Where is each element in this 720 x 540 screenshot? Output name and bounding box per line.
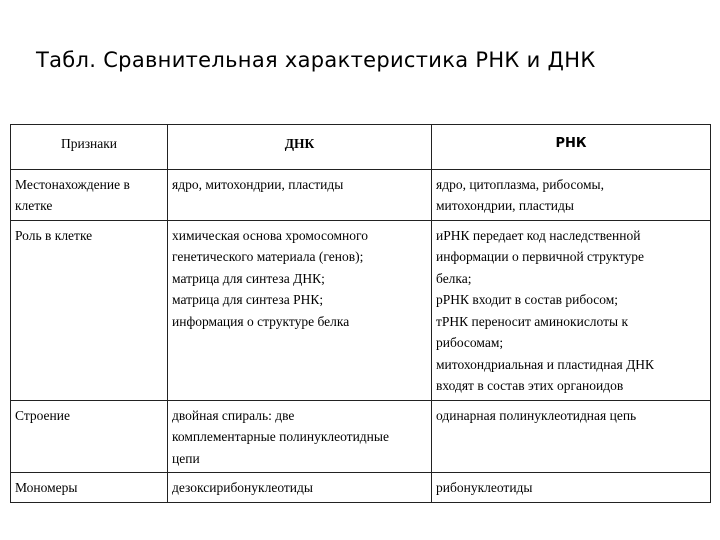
dna-cell — [168, 169, 432, 220]
comparison-table — [10, 124, 711, 503]
table-row — [11, 169, 711, 220]
cell-line: рибосомам; — [436, 335, 504, 350]
cell-line: митохондриальная и пластидная ДНК — [436, 356, 655, 372]
header-dna: ДНК — [168, 125, 432, 170]
cell-line: входят в состав этих органоидов — [436, 378, 624, 393]
header-rna: РНК — [432, 125, 711, 170]
cell-line: комплементарные полинуклеотидные — [172, 429, 389, 444]
cell-line: митохондрии, пластиды — [436, 198, 574, 213]
cell-line: химическая основа хромосомного — [172, 227, 368, 243]
page-title: Табл. Сравнительная характеристика РНК и ДНК — [36, 48, 596, 72]
cell-line: двойная спираль: две — [172, 407, 295, 423]
cell-line: Местонахождение в — [15, 176, 130, 192]
table-row — [11, 473, 711, 503]
cell-line: иРНК передает код наследственной — [436, 227, 641, 243]
feature-cell — [11, 473, 168, 503]
dna-cell — [168, 220, 432, 400]
feature-cell — [11, 400, 168, 473]
table-row — [11, 400, 711, 473]
cell-line: информация о структуре белка — [172, 313, 350, 329]
cell-line: Роль в клетке — [15, 227, 93, 243]
cell-line: информации о первичной структуре — [436, 249, 645, 264]
cell-line: рРНК входит в состав рибосом; — [436, 292, 619, 307]
cell-line: белка; — [436, 270, 472, 286]
dna-cell — [168, 400, 432, 473]
header-row — [11, 125, 711, 170]
cell-line: тРНК переносит аминокислоты к — [436, 313, 629, 329]
rna-cell — [432, 400, 711, 473]
cell-line: Строение — [15, 407, 70, 423]
rna-cell — [432, 473, 711, 503]
dna-cell — [168, 473, 432, 503]
cell-line: ядро, цитоплазма, рибосомы, — [436, 176, 604, 192]
rna-cell — [432, 220, 711, 400]
cell-line: одинарная полинуклеотидная цепь — [436, 407, 637, 423]
cell-line: рибонуклеотиды — [436, 480, 533, 495]
cell-line: клетке — [15, 198, 53, 213]
feature-cell — [11, 220, 168, 400]
cell-line: ядро, митохондрии, пластиды — [172, 176, 344, 192]
cell-line: генетического материала (генов); — [172, 249, 364, 264]
cell-line: цепи — [172, 450, 200, 466]
cell-line: матрица для синтеза ДНК; — [172, 270, 325, 286]
table-row — [11, 220, 711, 400]
rna-cell — [432, 169, 711, 220]
cell-line: дезоксирибонуклеотиды — [172, 480, 313, 495]
feature-cell — [11, 169, 168, 220]
header-features: Признаки — [11, 125, 168, 170]
cell-line: Мономеры — [15, 480, 78, 495]
cell-line: матрица для синтеза РНК; — [172, 292, 324, 307]
